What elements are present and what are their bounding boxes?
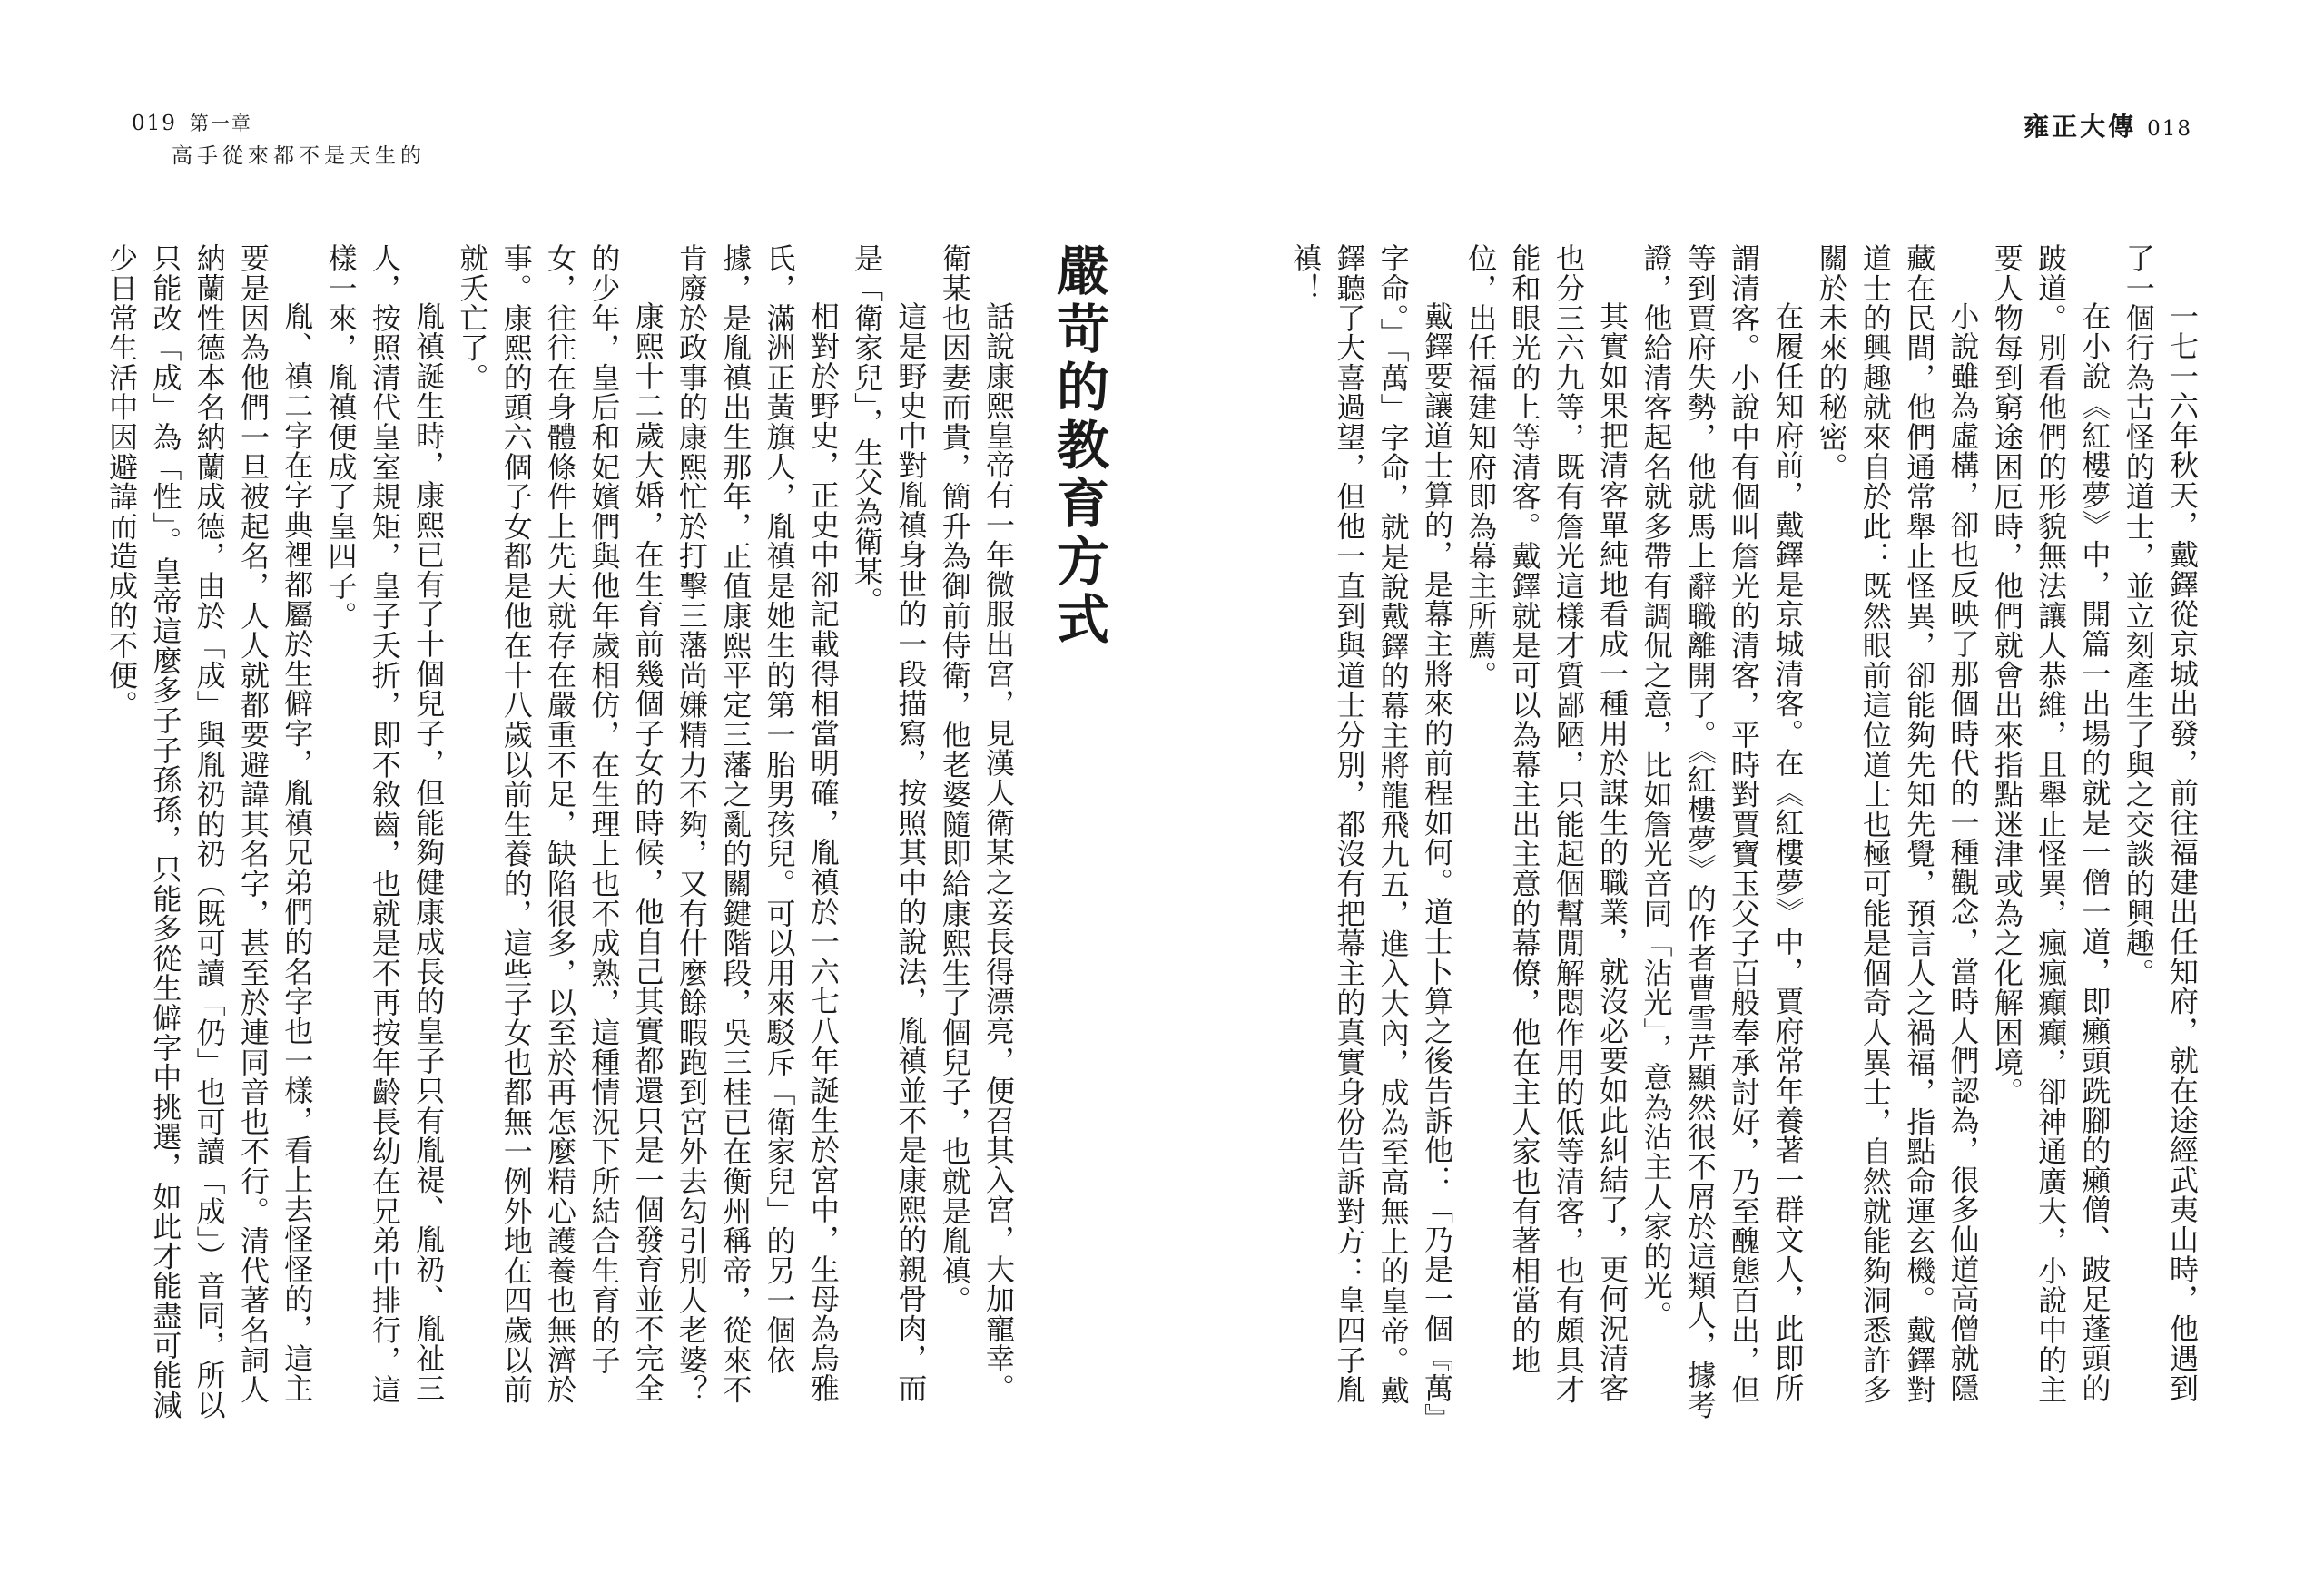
page-number-right: 018 — [2147, 117, 2192, 141]
page-number-left: 019 — [132, 112, 177, 135]
running-header-left — [132, 107, 426, 172]
section-heading: 嚴苛的教育方式 — [1048, 243, 1109, 650]
chapter-label: 第一章 — [189, 113, 252, 134]
paragraph: 一七一六年秋天，戴鐸從京城出發，前往福建出任知府，就在途經武夷山時，他遇到了一個行為古怪的道士，並立刻產生了與之交談的興趣。 — [2121, 243, 2200, 1403]
paragraph: 康熙十二歲大婚，在生育前幾個子女的時候，他自己其實都還只是一個發育並不完全的少年，皇后和妃嬪們與他年歲相仿，在生理上也不成熟，這種情況下所結合生育的子女，往往在身體條件上先天就存在嚴重不足，缺陷很多，以至於再怎麼精心護養也無濟於事。康熙的頭六個子女都是他在十八歲以前生養的，這些子女也都無一例外地在四歲以前就夭亡了。 — [455, 243, 665, 1405]
paragraph: 胤、禛二字在字典裡都屬於生僻字，胤禛兄弟們的名字也一樣，看上去怪怪的，這主要是因為他們一旦被起名，人人就都要避諱其名字，甚至於連同音也不行。清代著名詞人納蘭性德本名納蘭成德，由於「成」與胤礽的礽（既可讀「仍」也可讀「成」）音同，所以只能改「成」為「性」。皇帝這麼多子子孫孫，只能多從生僻字中挑選，如此才能盡可能減少日常生活中因避諱而造成的不便。 — [104, 243, 315, 1420]
left-page-body — [104, 243, 1126, 1423]
paragraph: 在履任知府前，戴鐸是京城清客。在《紅樓夢》中，賈府常年養著一群文人，此即所謂清客。小說中有個叫詹光的清客，平時對賈寶玉父子百般奉承討好，乃至醜態百出，但等到賈府失勢，他就馬上辭職離開了。《紅樓夢》的作者曹雪芹顯然很不屑於這類人，據考證，他給清客起名就多帶有調侃之意，比如詹光音同「沾光」，意為沾主人家的光。 — [1639, 243, 1806, 1420]
paragraph: 相對於野史，正史中卻記載得相當明確，胤禛於一六七八年誕生於宮中，生母為烏雅氏，滿洲正黃旗人，胤禛是她生的第一胎男孩兒。可以用來駁斥「衛家兒」的另一個依據，是胤禛出生那年，正值康熙平定三藩之亂的關鍵階段，吳三桂已在衡州稱帝，從來不肯廢於政事的康熙忙於打擊三藩尚嫌精力不夠，又有什麼餘暇跑到宮外去勾引別人老婆？ — [674, 243, 841, 1405]
paragraph: 在小說《紅樓夢》中，開篇一出場的就是一僧一道，即癩頭跣腳的癩僧、跛足蓬頭的跛道。別看他們的形貌無法讓人恭維，且舉止怪異，瘋瘋癲癲，卻神通廣大，小說中的主要人物每到窮途困厄時，他們就會出來指點迷津或為之化解困境。 — [1989, 243, 2112, 1405]
paragraph: 小說雖為虛構，卻也反映了那個時代的一種觀念，當時人們認為，很多仙道高僧就隱藏在民間，他們通常舉止怪異，卻能夠先知先覺，預言人之禍福，指點命運玄機。戴鐸對道士的興趣就來自於此：既然眼前這位道士也極可能是個奇人異士，自然就能夠洞悉許多關於未來的秘密。 — [1814, 243, 1981, 1405]
chapter-subtitle: 高手從來都不是天生的 — [172, 144, 426, 168]
paragraph: 胤禛誕生時，康熙已有了十個兒子，但能夠健康成長的皇子只有胤禔、胤礽、胤祉三人，按照清代皇室規矩，皇子夭折，即不敘齒，也就是不再按年齡長幼在兄弟中排行，這樣一來，胤禛便成了皇四子。 — [323, 243, 447, 1405]
right-page-body — [1198, 243, 2204, 1423]
paragraph: 話說康熙皇帝有一年微服出宮，見漢人衛某之妾長得漂亮，便召其入宮，大加寵幸。衛某也因妻而貴，簡升為御前侍衛，他老婆隨即給康熙生了個兒子，也就是胤禛。 — [937, 243, 1016, 1403]
running-header-right — [2024, 107, 2192, 143]
paragraph: 戴鐸要讓道士算的，是幕主將來的前程如何。道士卜算之後告訴他：「乃是一個『萬』字命。」「萬」字命，就是說戴鐸的幕主將龍飛九五，進入大內，成為至高無上的皇帝。戴鐸聽了大喜過望，但他一直到與道士分別，都沒有把幕主的真實身份告訴對方：皇四子胤禛！ — [1288, 243, 1454, 1419]
book-title: 雍正大傳 — [2024, 112, 2137, 142]
paragraph: 這是野史中對胤禛身世的一段描寫，按照其中的說法，胤禛並不是康熙的親骨肉，而是「衛家兒」，生父為衛某。 — [850, 243, 929, 1403]
paragraph: 其實如果把清客單純地看成一種用於謀生的職業，就沒必要如此糾結了，更何況清客也分三六九等，既有詹光這樣才質鄙陋，只能起個幫閒解悶作用的低等清客，也有頗具才能和眼光的上等清客。戴鐸就是可以為幕主出主意的幕僚，他在主人家也有著相當的地位，出任福建知府即為幕主所薦。 — [1463, 243, 1630, 1405]
